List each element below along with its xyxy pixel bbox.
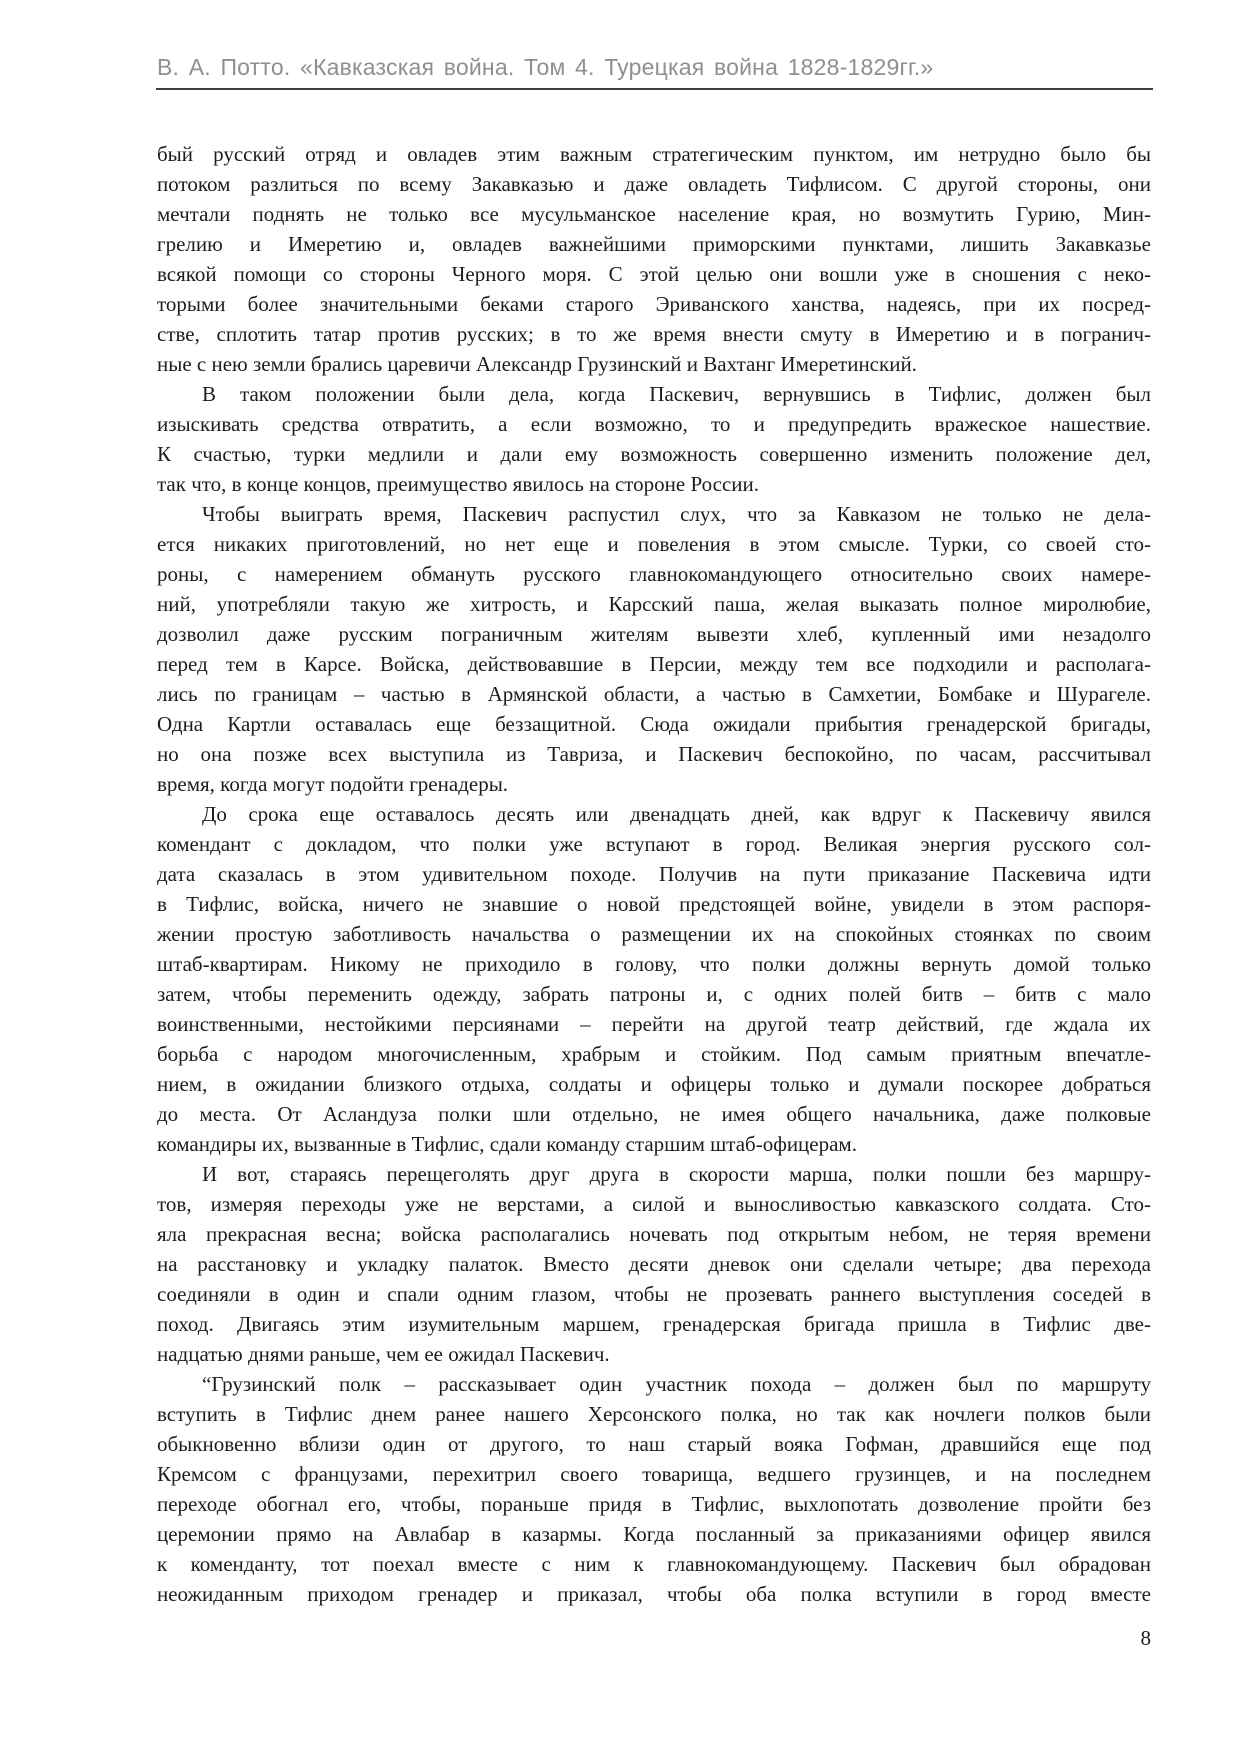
text-line: затем, чтобы переменить одежду, забрать патроны и, с одних полей битв – битв с мало xyxy=(157,982,1151,1006)
text-line: изыскивать средства отвратить, а если возможно, то и предупредить вражеское нашествие. xyxy=(157,412,1151,436)
text-line: время, когда могут подойти гренадеры. xyxy=(157,772,509,796)
text-line: грелию и Имеретию и, овладев важнейшими приморскими пунктами, лишить Закавказье xyxy=(157,232,1151,256)
text-line: До срока еще оставалось десять или двенадцать дней, как вдруг к Паскевичу явился xyxy=(202,802,1151,826)
text-line: И вот, стараясь перещеголять друг друга в скорости марша, полки пошли без маршру- xyxy=(202,1162,1151,1186)
text-line: дозволил даже русским пограничным жителям вывезти хлеб, купленный ими незадолго xyxy=(157,622,1151,646)
text-line: к коменданту, тот поехал вместе с ним к главнокомандующему. Паскевич был обрадован xyxy=(157,1552,1151,1576)
text-line: командиры их, вызванные в Тифлис, сдали команду старшим штаб-офицерам. xyxy=(157,1132,857,1156)
text-line: штаб-квартирам. Никому не приходило в голову, что полки должны вернуть домой только xyxy=(157,952,1151,976)
text-line: всякой помощи со стороны Черного моря. С этой целью они вошли уже в сношения с неко- xyxy=(157,262,1151,286)
text-line: бый русский отряд и овладев этим важным стратегическим пунктом, им нетрудно было бы xyxy=(157,142,1151,166)
text-line: “Грузинский полк – рассказывает один участник похода – должен был по маршруту xyxy=(202,1372,1151,1396)
text-line: комендант с докладом, что полки уже вступают в город. Великая энергия русского сол- xyxy=(157,832,1151,856)
text-line: потоком разлиться по всему Закавказью и даже овладеть Тифлисом. С другой стороны, они xyxy=(157,172,1151,196)
text-line: лись по границам – частью в Армянской области, а частью в Самхетии, Бомбаке и Шурагеле. xyxy=(157,682,1151,706)
text-line: надцатью днями раньше, чем ее ожидал Паскевич. xyxy=(157,1342,610,1366)
text-line: яла прекрасная весна; войска располагались ночевать под открытым небом, не теряя времени xyxy=(157,1222,1151,1246)
text-line: Чтобы выиграть время, Паскевич распустил слух, что за Кавказом не только не дела- xyxy=(202,502,1151,526)
body-text xyxy=(157,139,1151,1609)
text-line: К счастью, турки медлили и дали ему возможность совершенно изменить положение дел, xyxy=(157,442,1151,466)
text-line: вступить в Тифлис днем ранее нашего Херсонского полка, но так как ночлеги полков были xyxy=(157,1402,1151,1426)
text-line: переходе обогнал его, чтобы, пораньше придя в Тифлис, выхлопотать дозволение пройти без xyxy=(157,1492,1151,1516)
text-line: жении простую заботливость начальства о размещении их на спокойных стоянках по своим xyxy=(157,922,1151,946)
text-line: на расстановку и укладку палаток. Вместо десяти дневок они сделали четыре; два перехода xyxy=(157,1252,1151,1276)
text-line: соединяли в один и спали одним глазом, чтобы не прозевать раннего выступления соседей в xyxy=(157,1282,1151,1306)
text-line: ется никаких приготовлений, но нет еще и повеления в этом смысле. Турки, со своей сто- xyxy=(157,532,1151,556)
text-line: стве, сплотить татар против русских; в то же время внести смуту в Имеретию и в погранич- xyxy=(157,322,1151,346)
header-rule xyxy=(156,88,1153,90)
text-line: до места. От Асландуза полки шли отдельно, не имея общего начальника, даже полковые xyxy=(157,1102,1151,1126)
text-line: перед тем в Карсе. Войска, действовавшие в Персии, между тем все подходили и располага- xyxy=(157,652,1151,676)
text-line: воинственными, нестойкими персиянами – перейти на другой театр действий, где ждала их xyxy=(157,1012,1151,1036)
text-line: мечтали поднять не только все мусульманское население края, но возмутить Гурию, Мин- xyxy=(157,202,1151,226)
text-line: так что, в конце концов, преимущество явилось на стороне России. xyxy=(157,472,760,496)
text-line: поход. Двигаясь этим изумительным маршем, гренадерская бригада пришла в Тифлис две- xyxy=(157,1312,1151,1336)
text-line: ний, употребляли такую же хитрость, и Карсский паша, желая выказать полное миролюбие, xyxy=(157,592,1151,616)
text-line: борьба с народом многочисленным, храбрым и стойким. Под самым приятным впечатле- xyxy=(157,1042,1151,1066)
text-line: торыми более значительными беками старого Эриванского ханства, надеясь, при их посред- xyxy=(157,292,1151,316)
text-line: нием, в ожидании близкого отдыха, солдаты и офицеры только и думали поскорее добраться xyxy=(157,1072,1151,1096)
text-line: но она позже всех выступила из Тавриза, и Паскевич беспокойно, по часам, рассчитывал xyxy=(157,742,1151,766)
running-header: В. А. Потто. «Кавказская война. Том 4. Турецкая война 1828-1829гг.» xyxy=(157,54,934,80)
text-line: обыкновенно вблизи один от другого, то наш старый вояка Гофман, дравшийся еще под xyxy=(157,1432,1151,1456)
text-line: роны, с намерением обмануть русского главнокомандующего относительно своих намере- xyxy=(157,562,1151,586)
text-line: В таком положении были дела, когда Паскевич, вернувшись в Тифлис, должен был xyxy=(202,382,1151,406)
text-line: в Тифлис, войска, ничего не знавшие о новой предстоящей войне, увидели в этом распоря- xyxy=(157,892,1151,916)
text-line: ные с нею земли брались царевичи Александр Грузинский и Вахтанг Имеретинский. xyxy=(157,352,917,376)
text-line: тов, измеряя переходы уже не верстами, а силой и выносливостью кавказского солдата. Сто- xyxy=(157,1192,1151,1216)
page-number: 8 xyxy=(1140,1626,1151,1650)
text-line: неожиданным приходом гренадер и приказал, чтобы оба полка вступили в город вместе xyxy=(157,1582,1151,1606)
text-line: Кремсом с французами, перехитрил своего товарища, ведшего грузинцев, и на последнем xyxy=(157,1462,1151,1486)
text-line: Одна Картли оставалась еще беззащитной. Сюда ожидали прибытия гренадерской бригады, xyxy=(157,712,1151,736)
text-line: дата сказалась в этом удивительном походе. Получив на пути приказание Паскевича идти xyxy=(157,862,1151,886)
text-line: церемонии прямо на Авлабар в казармы. Когда посланный за приказаниями офицер явился xyxy=(157,1522,1151,1546)
